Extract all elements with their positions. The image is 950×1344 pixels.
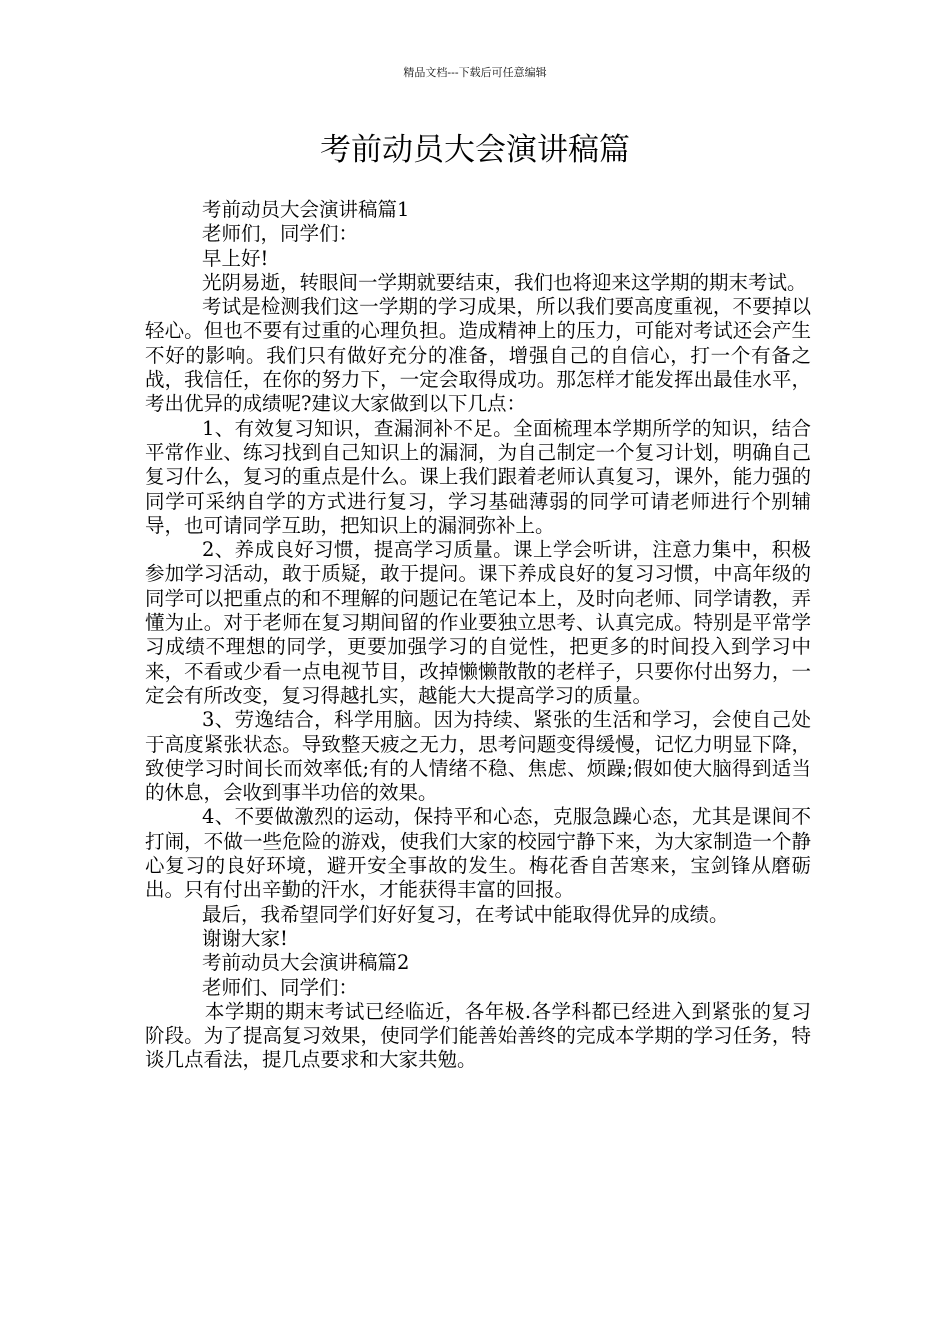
- section-heading-2: 考前动员大会演讲稿篇2: [201, 951, 410, 975]
- salutation-2: 老师们、同学们：: [201, 975, 358, 999]
- section-2-intro-paragraph: 本学期的期末考试已经临近，各年极.各学科都已经进入到紧张的复习阶段。为了提高复习效果，使同学们能善始善终的完成本学期的学习任务，特谈几点看法，提几点要求和大家共勉。: [145, 999, 811, 1072]
- point-4-paragraph: 4、不要做激烈的运动，保持平和心态，克服急躁心态，尤其是课间不打闹，不做一些危险的游戏，使我们大家的校园宁静下来，为大家制造一个静心复习的良好环境，避开安全事故的发生。梅花香自苦寒来，宝剑锋从磨砺出。只有付出辛勤的汗水，才能获得丰富的回报。: [145, 805, 811, 902]
- exam-importance-paragraph: 考试是检测我们这一学期的学习成果，所以我们要高度重视，不要掉以轻心。但也不要有过重的心理负担。造成精神上的压力，可能对考试还会产生不好的影响。我们只有做好充分的准备，增强自己的自信心，打一个有备之战，我信任，在你的努力下，一定会取得成功。那怎样才能发挥出最佳水平，考出优异的成绩呢?建议大家做到以下几点：: [145, 295, 811, 416]
- document-title: 考前动员大会演讲稿篇: [320, 132, 630, 168]
- intro-paragraph: 光阴易逝，转眼间一学期就要结束，我们也将迎来这学期的期末考试。: [201, 270, 807, 294]
- closing-paragraph: 最后，我希望同学们好好复习，在考试中能取得优异的成绩。: [201, 902, 729, 926]
- document-body: [145, 198, 811, 1073]
- point-2-paragraph: 2、养成良好习惯，提高学习质量。课上学会听讲，注意力集中，积极参加学习活动，敢于质疑，敢于提问。课下养成良好的复习习惯，中高年级的同学可以把重点的和不理解的问题记在笔记本上，及时向老师、同学请教，弄懂为止。对于老师在复习期间留的作业要独立思考、认真完成。特别是平常学习成绩不理想的同学，更要加强学习的自觉性，把更多的时间投入到学习中来，不看或少看一点电视节目，改掉懒懒散散的老样子，只要你付出努力，一定会有所改变，复习得越扎实，越能大大提高学习的质量。: [145, 538, 811, 707]
- thanks-line: 谢谢大家!: [201, 926, 288, 950]
- point-1-paragraph: 1、有效复习知识，查漏洞补不足。全面梳理本学期所学的知识，结合平常作业、练习找到自己知识上的漏洞，为自己制定一个复习计划，明确自己复习什么，复习的重点是什么。课上我们跟着老师认真复习，课外，能力强的同学可采纳自学的方式进行复习，学习基础薄弱的同学可请老师进行个别辅导，也可请同学互助，把知识上的漏洞弥补上。: [145, 416, 811, 537]
- section-heading-1: 考前动员大会演讲稿篇1: [201, 198, 410, 221]
- header-note: 精品文档---下载后可任意编辑: [403, 66, 547, 79]
- salutation: 老师们，同学们：: [201, 222, 358, 246]
- point-3-paragraph: 3、劳逸结合，科学用脑。因为持续、紧张的生活和学习，会使自己处于高度紧张状态。导致整天疲之无力，思考问题变得缓慢，记忆力明显下降，致使学习时间长而效率低;有的人情绪不稳、焦虑、烦躁;假如使大脑得到适当的休息，会收到事半功倍的效果。: [145, 708, 811, 805]
- greeting: 早上好!: [201, 246, 269, 270]
